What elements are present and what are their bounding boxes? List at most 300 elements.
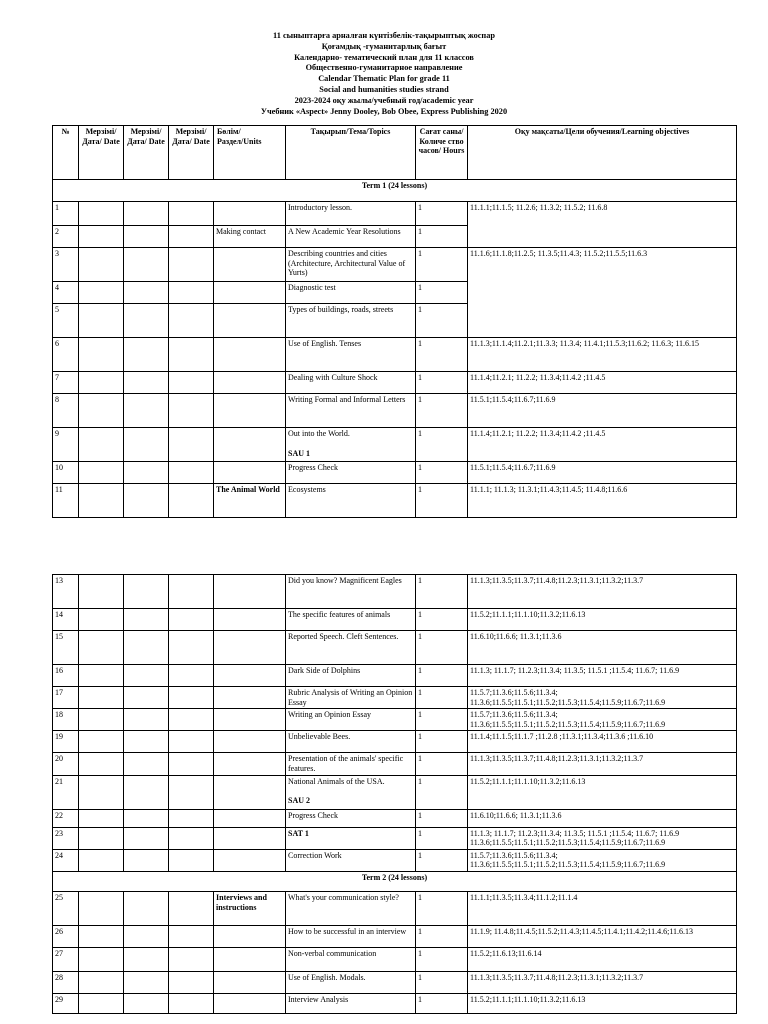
objectives-text: 11.3.6;11.5.5;11.5.1;11.5.2;11.5.3;11.5.4;11.5.9;11.6.7;11.6.9 xyxy=(470,697,666,707)
lesson-number: 3 xyxy=(53,248,79,282)
table-row xyxy=(53,665,737,687)
table-row xyxy=(53,993,737,1013)
hours-cell: 1 xyxy=(416,304,468,338)
date-cell xyxy=(169,575,214,609)
header-line: Календарно- тематический план для 11 классов xyxy=(294,52,474,62)
header-line: Social and humanities studies strand xyxy=(319,84,449,94)
objectives-cell xyxy=(468,971,737,993)
topic-text: How to be successful in an interview xyxy=(288,926,407,936)
table-row xyxy=(53,731,737,753)
topic-cell xyxy=(286,687,416,709)
topic-text: Reported Speech. Cleft Sentences. xyxy=(288,632,399,641)
date-cell xyxy=(79,484,124,518)
topic-text: Dark Side of Dolphins xyxy=(288,666,361,675)
unit-cell: The Animal World xyxy=(214,484,286,518)
lesson-number: 20 xyxy=(53,753,79,775)
unit-cell xyxy=(214,827,286,849)
table-row xyxy=(53,947,737,971)
topic-text: A New Academic Year Resolutions xyxy=(288,227,401,236)
hours-cell: 1 xyxy=(416,575,468,609)
lesson-number: 25 xyxy=(53,891,79,925)
unit-cell: Making contact xyxy=(214,226,286,248)
lesson-number: 11 xyxy=(53,484,79,518)
date-cell xyxy=(169,462,214,484)
table-row xyxy=(53,827,737,849)
date-cell xyxy=(169,775,214,809)
hours-cell: 1 xyxy=(416,925,468,947)
objectives-cell xyxy=(468,993,737,1013)
date-cell xyxy=(169,827,214,849)
unit-cell xyxy=(214,731,286,753)
topic-note: SAU 1 xyxy=(288,448,311,458)
date-cell xyxy=(79,687,124,709)
objectives-text: 11.5.2;11.6.13;11.6.14 xyxy=(470,948,542,958)
date-cell xyxy=(124,248,169,282)
objectives-cell xyxy=(468,947,737,971)
objectives-text: 11.1.6;11.1.8;11.2.5; 11.3.5;11.4.3; 11.5.2;11.5.5;11.6.3 xyxy=(470,249,648,258)
header-date: Мерзімі/ Дата/ Date xyxy=(169,126,214,180)
date-cell xyxy=(124,849,169,871)
lesson-number: 2 xyxy=(53,226,79,248)
hours-cell: 1 xyxy=(416,462,468,484)
lesson-number: 21 xyxy=(53,775,79,809)
hours-cell: 1 xyxy=(416,947,468,971)
table-row xyxy=(53,575,737,609)
hours-cell: 1 xyxy=(416,753,468,775)
date-cell xyxy=(79,202,124,226)
topic-text: Non-verbal communication xyxy=(288,948,377,958)
objectives-cell xyxy=(468,925,737,947)
date-cell xyxy=(124,338,169,372)
unit-cell xyxy=(214,462,286,484)
hours-cell: 1 xyxy=(416,665,468,687)
objectives-cell xyxy=(468,609,737,631)
unit-cell xyxy=(214,971,286,993)
unit-cell xyxy=(214,849,286,871)
objectives-cell xyxy=(468,462,737,484)
objectives-cell xyxy=(468,428,737,462)
date-cell xyxy=(124,282,169,304)
date-cell xyxy=(169,631,214,665)
date-cell xyxy=(79,282,124,304)
table-body-page-1 xyxy=(53,180,737,518)
lesson-number: 14 xyxy=(53,609,79,631)
topic-cell xyxy=(286,202,416,226)
objectives-cell xyxy=(468,372,737,394)
date-cell xyxy=(169,338,214,372)
lesson-number: 19 xyxy=(53,731,79,753)
date-cell xyxy=(124,709,169,731)
date-cell xyxy=(169,731,214,753)
topic-cell xyxy=(286,609,416,631)
date-cell xyxy=(79,827,124,849)
unit-cell xyxy=(214,631,286,665)
unit-cell xyxy=(214,947,286,971)
date-cell xyxy=(169,202,214,226)
table-row xyxy=(53,753,737,775)
date-cell xyxy=(124,993,169,1013)
table-row xyxy=(53,428,737,462)
date-cell xyxy=(124,665,169,687)
objectives-cell xyxy=(468,827,737,849)
hours-cell: 1 xyxy=(416,226,468,248)
date-cell xyxy=(169,753,214,775)
date-cell xyxy=(79,709,124,731)
table-row xyxy=(53,709,737,731)
objectives-text: 11.1.3;11.3.5;11.3.7;11.4.8;11.2.3;11.3.1;11.3.2;11.3.7 xyxy=(470,576,644,585)
topic-cell xyxy=(286,731,416,753)
topic-text: What's your communication style? xyxy=(288,892,399,902)
hours-cell: 1 xyxy=(416,394,468,428)
topic-cell xyxy=(286,809,416,827)
objectives-text: 11.6.10;11.6.6; 11.3.1;11.3.6 xyxy=(470,810,562,820)
hours-cell: 1 xyxy=(416,993,468,1013)
date-cell xyxy=(169,282,214,304)
table-row xyxy=(53,809,737,827)
topic-text: Diagnostic test xyxy=(288,283,336,292)
objectives-text: 11.1.1; 11.1.3; 11.3.1;11.4.3;11.4.5; 11.4.8;11.6.6 xyxy=(470,485,628,494)
date-cell xyxy=(124,202,169,226)
hours-cell: 1 xyxy=(416,687,468,709)
lesson-number: 15 xyxy=(53,631,79,665)
objectives-cell xyxy=(468,687,737,709)
topic-text: Ecosystems xyxy=(288,485,326,494)
date-cell xyxy=(79,971,124,993)
header-line: Calendar Thematic Plan for grade 11 xyxy=(318,74,450,84)
header-date: Мерзімі/ Дата/ Date xyxy=(79,126,124,180)
lesson-number: 28 xyxy=(53,971,79,993)
topic-text: Dealing with Culture Shock xyxy=(288,373,378,382)
plan-table-page-2 xyxy=(52,574,737,1014)
lesson-number: 29 xyxy=(53,993,79,1013)
date-cell xyxy=(124,428,169,462)
topic-cell xyxy=(286,631,416,665)
topic-cell xyxy=(286,338,416,372)
topic-cell xyxy=(286,665,416,687)
unit-cell: Interviews and instructions xyxy=(214,891,286,925)
date-cell xyxy=(79,891,124,925)
table-row xyxy=(53,687,737,709)
date-cell xyxy=(169,394,214,428)
objectives-cell xyxy=(468,248,737,338)
objectives-text: 11.5.2;11.1.1;11.1.10;11.3.2;11.6.13 xyxy=(470,610,586,619)
hours-cell: 1 xyxy=(416,372,468,394)
hours-cell: 1 xyxy=(416,971,468,993)
topic-cell xyxy=(286,462,416,484)
header-date: Мерзімі/ Дата/ Date xyxy=(124,126,169,180)
hours-cell: 1 xyxy=(416,849,468,871)
unit-cell xyxy=(214,809,286,827)
topic-cell xyxy=(286,947,416,971)
lesson-number: 24 xyxy=(53,849,79,871)
objectives-cell xyxy=(468,809,737,827)
date-cell xyxy=(124,484,169,518)
date-cell xyxy=(169,925,214,947)
date-cell xyxy=(169,971,214,993)
header-hours: Сағат саны/ Количе ство часов/ Hours xyxy=(416,126,468,180)
date-cell xyxy=(79,775,124,809)
date-cell xyxy=(79,731,124,753)
lesson-number: 18 xyxy=(53,709,79,731)
table-row xyxy=(53,338,737,372)
table-row xyxy=(53,372,737,394)
topic-text: National Animals of the USA. xyxy=(288,776,385,786)
objectives-text: 11.1.9; 11.4.8;11.4.5;11.5.2;11.4.3;11.4.5;11.4.1;11.4.2;11.4.6;11.6.13 xyxy=(470,926,694,936)
table-row xyxy=(53,775,737,809)
unit-cell xyxy=(214,575,286,609)
topic-text: Correction Work xyxy=(288,850,342,860)
table-row xyxy=(53,971,737,993)
lesson-number: 5 xyxy=(53,304,79,338)
table-row xyxy=(53,484,737,518)
topic-text: Presentation of the animals' specific features. xyxy=(288,754,404,773)
unit-cell xyxy=(214,775,286,809)
lesson-number: 8 xyxy=(53,394,79,428)
topic-text: Writing Formal and Informal Letters xyxy=(288,395,406,404)
date-cell xyxy=(169,993,214,1013)
unit-cell xyxy=(214,338,286,372)
objectives-text: 11.6.10;11.6.6; 11.3.1;11.3.6 xyxy=(470,632,562,641)
date-cell xyxy=(124,925,169,947)
unit-cell xyxy=(214,609,286,631)
objectives-text: 11.1.3; 11.1.7; 11.2.3;11.3.4; 11.3.5; 11.5.1 ;11.5.4; 11.6.7; 11.6.9 xyxy=(470,666,680,675)
topic-cell xyxy=(286,827,416,849)
date-cell xyxy=(124,575,169,609)
date-cell xyxy=(124,372,169,394)
lesson-number: 6 xyxy=(53,338,79,372)
date-cell xyxy=(169,891,214,925)
date-cell xyxy=(169,248,214,282)
lesson-number: 22 xyxy=(53,809,79,827)
hours-cell: 1 xyxy=(416,775,468,809)
lesson-number: 7 xyxy=(53,372,79,394)
term-row xyxy=(53,871,737,891)
date-cell xyxy=(124,687,169,709)
date-cell xyxy=(79,947,124,971)
objectives-cell xyxy=(468,575,737,609)
table-row xyxy=(53,609,737,631)
table-row xyxy=(53,925,737,947)
date-cell xyxy=(79,304,124,338)
objectives-text: 11.1.3; 11.1.7; 11.2.3;11.3.4; 11.3.5; 11.5.1 ;11.5.4; 11.6.7; 11.6.9 xyxy=(470,828,680,838)
topic-cell xyxy=(286,993,416,1013)
objectives-text: 11.1.3;11.3.5;11.3.7;11.4.8;11.2.3;11.3.1;11.3.2;11.3.7 xyxy=(470,972,644,982)
topic-text: Progress Check xyxy=(288,463,338,472)
topic-text: The specific features of animals xyxy=(288,610,391,619)
lesson-number: 13 xyxy=(53,575,79,609)
unit-cell xyxy=(214,753,286,775)
topic-cell xyxy=(286,925,416,947)
topic-text: Unbelievable Bees. xyxy=(288,732,351,742)
date-cell xyxy=(169,809,214,827)
table-row xyxy=(53,202,737,226)
lesson-number: 1 xyxy=(53,202,79,226)
topic-cell xyxy=(286,753,416,775)
objectives-text: 11.5.1;11.5.4;11.6.7;11.6.9 xyxy=(470,395,556,404)
date-cell xyxy=(124,971,169,993)
objectives-text: 11.1.4;11.2.1; 11.2.2; 11.3.4;11.4.2 ;11.4.5 xyxy=(470,429,606,438)
topic-text: Did you know? Magnificent Eagles xyxy=(288,576,402,585)
topic-cell xyxy=(286,248,416,282)
header-line: 2023-2024 оқу жылы/учебный год/academic year xyxy=(294,95,474,105)
hours-cell: 1 xyxy=(416,731,468,753)
date-cell xyxy=(79,925,124,947)
topic-note: SAU 2 xyxy=(288,796,311,806)
lesson-number: 9 xyxy=(53,428,79,462)
lesson-number: 17 xyxy=(53,687,79,709)
table-row xyxy=(53,891,737,925)
topic-cell xyxy=(286,575,416,609)
date-cell xyxy=(124,731,169,753)
date-cell xyxy=(124,631,169,665)
unit-cell xyxy=(214,687,286,709)
topic-cell xyxy=(286,372,416,394)
objectives-text: 11.5.1;11.5.4;11.6.7;11.6.9 xyxy=(470,463,556,472)
date-cell xyxy=(79,809,124,827)
topic-text: Introductory lesson. xyxy=(288,203,352,212)
topic-cell xyxy=(286,971,416,993)
header-objectives: Оқу мақсаты/Цели обучения/Learning objectives xyxy=(468,126,737,180)
topic-cell xyxy=(286,394,416,428)
unit-cell xyxy=(214,282,286,304)
hours-cell: 1 xyxy=(416,248,468,282)
date-cell xyxy=(79,753,124,775)
topic-cell xyxy=(286,226,416,248)
unit-cell xyxy=(214,925,286,947)
topic-text: Interview Analysis xyxy=(288,994,349,1004)
objectives-text: 11.5.7;11.3.6;11.5.6;11.3.4; xyxy=(470,688,558,697)
objectives-cell xyxy=(468,665,737,687)
date-cell xyxy=(124,827,169,849)
date-cell xyxy=(79,248,124,282)
topic-text: Out into the World. xyxy=(288,429,350,438)
date-cell xyxy=(169,304,214,338)
date-cell xyxy=(124,304,169,338)
topic-cell xyxy=(286,775,416,809)
term-label: Term 1 (24 lessons) xyxy=(53,180,737,202)
objectives-text: 11.3.6;11.5.5;11.5.1;11.5.2;11.5.3;11.5.4;11.5.9;11.6.7;11.6.9 xyxy=(470,719,666,729)
date-cell xyxy=(124,609,169,631)
date-cell xyxy=(169,709,214,731)
date-cell xyxy=(124,753,169,775)
date-cell xyxy=(124,775,169,809)
lesson-number: 23 xyxy=(53,827,79,849)
header-units: Бөлім/ Раздел/Units xyxy=(214,126,286,180)
objectives-cell xyxy=(468,891,737,925)
topic-text: Progress Check xyxy=(288,810,338,820)
date-cell xyxy=(79,849,124,871)
objectives-text: 11.5.7;11.3.6;11.5.6;11.3.4; xyxy=(470,710,558,720)
objectives-text: 11.1.3;11.1.4;11.2.1;11.3.3; 11.3.4; 11.4.1;11.5.3;11.6.2; 11.6.3; 11.6.15 xyxy=(470,339,700,348)
topic-cell xyxy=(286,282,416,304)
topic-text: Use of English. Modals. xyxy=(288,972,366,982)
date-cell xyxy=(124,809,169,827)
hours-cell: 1 xyxy=(416,891,468,925)
hours-cell: 1 xyxy=(416,282,468,304)
objectives-text: 11.1.1;11.3.5;11.3.4;11.1.2;11.1.4 xyxy=(470,892,578,902)
unit-cell xyxy=(214,428,286,462)
table-row xyxy=(53,631,737,665)
date-cell xyxy=(124,891,169,925)
unit-cell xyxy=(214,248,286,282)
hours-cell: 1 xyxy=(416,609,468,631)
hours-cell: 1 xyxy=(416,809,468,827)
objectives-text: 11.5.2;11.1.1;11.1.10;11.3.2;11.6.13 xyxy=(470,994,586,1004)
date-cell xyxy=(169,484,214,518)
date-cell xyxy=(79,462,124,484)
table-row xyxy=(53,462,737,484)
document-header xyxy=(0,31,768,117)
unit-cell xyxy=(214,665,286,687)
date-cell xyxy=(169,372,214,394)
date-cell xyxy=(124,226,169,248)
objectives-cell xyxy=(468,484,737,518)
table-body-page-2 xyxy=(53,575,737,1014)
date-cell xyxy=(169,947,214,971)
objectives-cell xyxy=(468,631,737,665)
topic-text: Types of buildings, roads, streets xyxy=(288,305,394,314)
header-number: № xyxy=(53,126,79,180)
table-row xyxy=(53,248,737,282)
topic-text: Rubric Analysis of Writing an Opinion Essay xyxy=(288,688,413,707)
unit-cell xyxy=(214,202,286,226)
topic-text: Describing countries and cities (Architecture, Architectural Value of Yurts) xyxy=(288,249,406,278)
unit-cell xyxy=(214,304,286,338)
date-cell xyxy=(124,462,169,484)
header-line: 11 сыныптарға арналған күнтізбелік-тақырыптық жоспар xyxy=(273,31,495,40)
header-line: Общественно-гуманитарное направление xyxy=(305,63,463,73)
date-cell xyxy=(79,372,124,394)
objectives-text: 11.5.2;11.1.1;11.1.10;11.3.2;11.6.13 xyxy=(470,776,586,786)
topic-cell xyxy=(286,849,416,871)
date-cell xyxy=(124,947,169,971)
topic-cell xyxy=(286,428,416,462)
date-cell xyxy=(169,609,214,631)
objectives-text: 11.1.1;11.1.5; 11.2.6; 11.3.2; 11.5.2; 11.6.8 xyxy=(470,203,608,212)
hours-cell: 1 xyxy=(416,484,468,518)
lesson-number: 26 xyxy=(53,925,79,947)
date-cell xyxy=(79,338,124,372)
date-cell xyxy=(79,631,124,665)
objectives-cell xyxy=(468,394,737,428)
plan-table-page-1 xyxy=(52,125,737,518)
objectives-cell xyxy=(468,753,737,775)
topic-text: Use of English. Tenses xyxy=(288,339,362,348)
date-cell xyxy=(169,428,214,462)
topic-text: SAT 1 xyxy=(288,828,309,838)
objectives-text: 11.3.6;11.5.5;11.5.1;11.5.2;11.5.3;11.5.4;11.5.9;11.6.7;11.6.9 xyxy=(470,860,666,870)
objectives-cell xyxy=(468,202,737,248)
date-cell xyxy=(79,226,124,248)
lesson-number: 10 xyxy=(53,462,79,484)
hours-cell: 1 xyxy=(416,202,468,226)
objectives-cell xyxy=(468,731,737,753)
date-cell xyxy=(79,428,124,462)
topic-cell xyxy=(286,484,416,518)
table-row xyxy=(53,849,737,871)
hours-cell: 1 xyxy=(416,338,468,372)
topic-cell xyxy=(286,709,416,731)
lesson-number: 4 xyxy=(53,282,79,304)
date-cell xyxy=(169,849,214,871)
unit-cell xyxy=(214,372,286,394)
objectives-cell xyxy=(468,849,737,871)
topic-cell xyxy=(286,891,416,925)
objectives-cell xyxy=(468,775,737,809)
date-cell xyxy=(79,609,124,631)
topic-cell xyxy=(286,304,416,338)
hours-cell: 1 xyxy=(416,428,468,462)
